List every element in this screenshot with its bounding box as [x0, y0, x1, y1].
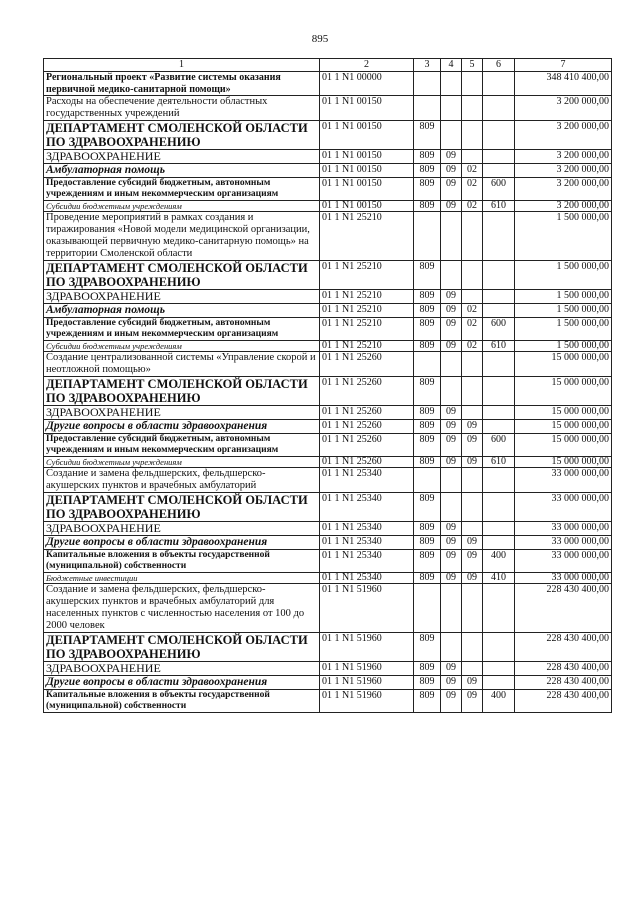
- amount: 33 000 000,00: [515, 468, 612, 493]
- table-row: [44, 406, 612, 420]
- subsection-code: 09: [462, 420, 483, 434]
- section-code: 09: [441, 676, 462, 690]
- table-row: [44, 573, 612, 584]
- subsection-code: [462, 377, 483, 406]
- subsection-code: [462, 522, 483, 536]
- subsection-code: [462, 96, 483, 121]
- target-article-code: 01 1 N1 25340: [320, 493, 414, 522]
- amount: 15 000 000,00: [515, 434, 612, 457]
- administrator-code: 809: [414, 573, 441, 584]
- table-row: [44, 341, 612, 352]
- section-code: 09: [441, 420, 462, 434]
- expense-type-code: [483, 72, 515, 96]
- expense-type-code: [483, 212, 515, 261]
- amount: 3 200 000,00: [515, 164, 612, 178]
- section-code: 09: [441, 536, 462, 550]
- target-article-code: 01 1 N1 00150: [320, 150, 414, 164]
- subsection-code: [462, 261, 483, 290]
- column-number: 3: [414, 59, 441, 72]
- expense-type-code: [483, 352, 515, 377]
- expense-type-code: [483, 522, 515, 536]
- administrator-code: 809: [414, 676, 441, 690]
- expense-type-code: [483, 96, 515, 121]
- subsection-code: 09: [462, 573, 483, 584]
- subsection-code: 02: [462, 201, 483, 212]
- amount: 15 000 000,00: [515, 352, 612, 377]
- expense-type-code: 610: [483, 201, 515, 212]
- expense-type-code: [483, 662, 515, 676]
- column-number: 6: [483, 59, 515, 72]
- target-article-code: 01 1 N1 25260: [320, 377, 414, 406]
- subsection-code: 02: [462, 341, 483, 352]
- administrator-code: 809: [414, 457, 441, 468]
- expense-type-code: [483, 164, 515, 178]
- table-row: [44, 377, 612, 406]
- amount: 3 200 000,00: [515, 201, 612, 212]
- section-code: [441, 352, 462, 377]
- amount: 228 430 400,00: [515, 662, 612, 676]
- expense-type-code: 610: [483, 341, 515, 352]
- row-name: Амбулаторная помощь: [44, 304, 320, 318]
- table-row: [44, 457, 612, 468]
- amount: 228 430 400,00: [515, 690, 612, 713]
- table-row: [44, 584, 612, 633]
- amount: 33 000 000,00: [515, 493, 612, 522]
- row-name: ЗДРАВООХРАНЕНИЕ: [44, 290, 320, 304]
- expense-type-code: [483, 676, 515, 690]
- target-article-code: 01 1 N1 25260: [320, 420, 414, 434]
- section-code: 09: [441, 201, 462, 212]
- expense-type-code: [483, 633, 515, 662]
- expense-type-code: 610: [483, 457, 515, 468]
- administrator-code: 809: [414, 178, 441, 201]
- row-name: Создание и замена фельдшерских, фельдшерско-акушерских пунктов и врачебных амбулаторий: [44, 468, 320, 493]
- administrator-code: 809: [414, 536, 441, 550]
- target-article-code: 01 1 N1 25340: [320, 468, 414, 493]
- row-name: Другие вопросы в области здравоохранения: [44, 420, 320, 434]
- section-code: [441, 261, 462, 290]
- expense-type-code: [483, 493, 515, 522]
- administrator-code: [414, 468, 441, 493]
- section-code: [441, 468, 462, 493]
- expense-type-code: 600: [483, 434, 515, 457]
- subsection-code: [462, 662, 483, 676]
- row-name: Предоставление субсидий бюджетным, автономным учреждениям и иным некоммерческим организациям: [44, 318, 320, 341]
- row-name: ЗДРАВООХРАНЕНИЕ: [44, 150, 320, 164]
- target-article-code: 01 1 N1 25260: [320, 434, 414, 457]
- section-code: 09: [441, 150, 462, 164]
- amount: 1 500 000,00: [515, 261, 612, 290]
- amount: 3 200 000,00: [515, 150, 612, 164]
- subsection-code: 09: [462, 457, 483, 468]
- administrator-code: [414, 96, 441, 121]
- target-article-code: 01 1 N1 51960: [320, 690, 414, 713]
- subsection-code: [462, 468, 483, 493]
- subsection-code: [462, 352, 483, 377]
- target-article-code: 01 1 N1 25210: [320, 318, 414, 341]
- section-code: 09: [441, 434, 462, 457]
- subsection-code: 02: [462, 318, 483, 341]
- target-article-code: 01 1 N1 00000: [320, 72, 414, 96]
- expense-type-code: 410: [483, 573, 515, 584]
- table-row: [44, 121, 612, 150]
- target-article-code: 01 1 N1 51960: [320, 662, 414, 676]
- amount: 15 000 000,00: [515, 457, 612, 468]
- expense-type-code: [483, 584, 515, 633]
- expense-type-code: [483, 290, 515, 304]
- subsection-code: [462, 493, 483, 522]
- amount: 33 000 000,00: [515, 550, 612, 573]
- subsection-code: 09: [462, 434, 483, 457]
- section-code: [441, 633, 462, 662]
- table-row: [44, 201, 612, 212]
- administrator-code: 809: [414, 662, 441, 676]
- table-row: [44, 536, 612, 550]
- table-row: [44, 420, 612, 434]
- row-name: Другие вопросы в области здравоохранения: [44, 676, 320, 690]
- table-row: [44, 550, 612, 573]
- table-row: [44, 304, 612, 318]
- column-number: 7: [515, 59, 612, 72]
- row-name: ДЕПАРТАМЕНТ СМОЛЕНСКОЙ ОБЛАСТИ ПО ЗДРАВООХРАНЕНИЮ: [44, 633, 320, 662]
- subsection-code: [462, 584, 483, 633]
- subsection-code: [462, 150, 483, 164]
- amount: 33 000 000,00: [515, 573, 612, 584]
- row-name: Расходы на обеспечение деятельности областных государственных учреждений: [44, 96, 320, 121]
- administrator-code: 809: [414, 633, 441, 662]
- row-name: ДЕПАРТАМЕНТ СМОЛЕНСКОЙ ОБЛАСТИ ПО ЗДРАВООХРАНЕНИЮ: [44, 377, 320, 406]
- column-number: 2: [320, 59, 414, 72]
- administrator-code: [414, 352, 441, 377]
- administrator-code: 809: [414, 201, 441, 212]
- amount: 15 000 000,00: [515, 420, 612, 434]
- administrator-code: 809: [414, 304, 441, 318]
- amount: 228 430 400,00: [515, 633, 612, 662]
- subsection-code: 02: [462, 164, 483, 178]
- table-row: [44, 72, 612, 96]
- target-article-code: 01 1 N1 25260: [320, 406, 414, 420]
- amount: 33 000 000,00: [515, 536, 612, 550]
- expense-type-code: [483, 261, 515, 290]
- table-row: [44, 633, 612, 662]
- target-article-code: 01 1 N1 25210: [320, 212, 414, 261]
- expense-type-code: 400: [483, 690, 515, 713]
- section-code: [441, 212, 462, 261]
- row-name: Капитальные вложения в объекты государственной (муниципальной) собственности: [44, 690, 320, 713]
- administrator-code: 809: [414, 150, 441, 164]
- amount: 348 410 400,00: [515, 72, 612, 96]
- amount: 15 000 000,00: [515, 377, 612, 406]
- amount: 1 500 000,00: [515, 212, 612, 261]
- amount: 228 430 400,00: [515, 676, 612, 690]
- subsection-code: 09: [462, 550, 483, 573]
- expense-type-code: [483, 121, 515, 150]
- amount: 1 500 000,00: [515, 341, 612, 352]
- administrator-code: 809: [414, 290, 441, 304]
- section-code: 09: [441, 178, 462, 201]
- table-row: [44, 178, 612, 201]
- amount: 1 500 000,00: [515, 304, 612, 318]
- row-name: ДЕПАРТАМЕНТ СМОЛЕНСКОЙ ОБЛАСТИ ПО ЗДРАВООХРАНЕНИЮ: [44, 121, 320, 150]
- table-row: [44, 352, 612, 377]
- row-name: Создание централизованной системы «Управление скорой и неотложной помощью»: [44, 352, 320, 377]
- section-code: [441, 493, 462, 522]
- section-code: 09: [441, 318, 462, 341]
- table-row: [44, 522, 612, 536]
- row-name: Амбулаторная помощь: [44, 164, 320, 178]
- row-name: Субсидии бюджетным учреждениям: [44, 457, 320, 468]
- row-name: Региональный проект «Развитие системы оказания первичной медико-санитарной помощи»: [44, 72, 320, 96]
- section-code: 09: [441, 341, 462, 352]
- row-name: Создание и замена фельдшерских, фельдшерско-акушерских пунктов и врачебных амбулаторий для населенных пунктов с численностью населения от 100 до 2000 человек: [44, 584, 320, 633]
- section-code: 09: [441, 522, 462, 536]
- administrator-code: 809: [414, 261, 441, 290]
- expense-type-code: [483, 420, 515, 434]
- target-article-code: 01 1 N1 25210: [320, 341, 414, 352]
- expense-type-code: [483, 304, 515, 318]
- row-name: Предоставление субсидий бюджетным, автономным учреждениям и иным некоммерческим организациям: [44, 178, 320, 201]
- row-name: ДЕПАРТАМЕНТ СМОЛЕНСКОЙ ОБЛАСТИ ПО ЗДРАВООХРАНЕНИЮ: [44, 261, 320, 290]
- amount: 1 500 000,00: [515, 290, 612, 304]
- section-code: [441, 72, 462, 96]
- table-row: [44, 468, 612, 493]
- administrator-code: [414, 72, 441, 96]
- target-article-code: 01 1 N1 25340: [320, 522, 414, 536]
- target-article-code: 01 1 N1 51960: [320, 584, 414, 633]
- target-article-code: 01 1 N1 00150: [320, 121, 414, 150]
- target-article-code: 01 1 N1 25260: [320, 352, 414, 377]
- row-name: Другие вопросы в области здравоохранения: [44, 536, 320, 550]
- administrator-code: 809: [414, 522, 441, 536]
- section-code: 09: [441, 406, 462, 420]
- subsection-code: 09: [462, 536, 483, 550]
- target-article-code: 01 1 N1 25210: [320, 261, 414, 290]
- expense-type-code: [483, 536, 515, 550]
- row-name: Проведение мероприятий в рамках создания и тиражирования «Новой модели медицинской организации, оказывающей первичную медико-санитарную помощь» на территории Смоленской области: [44, 212, 320, 261]
- administrator-code: 809: [414, 493, 441, 522]
- subsection-code: [462, 212, 483, 261]
- expense-type-code: 600: [483, 318, 515, 341]
- subsection-code: 09: [462, 690, 483, 713]
- table-row: [44, 261, 612, 290]
- table-row: [44, 290, 612, 304]
- row-name: ЗДРАВООХРАНЕНИЕ: [44, 662, 320, 676]
- expense-type-code: [483, 377, 515, 406]
- administrator-code: 809: [414, 420, 441, 434]
- section-code: 09: [441, 573, 462, 584]
- section-code: 09: [441, 164, 462, 178]
- administrator-code: [414, 212, 441, 261]
- subsection-code: 02: [462, 178, 483, 201]
- target-article-code: 01 1 N1 25210: [320, 304, 414, 318]
- column-number: 1: [44, 59, 320, 72]
- table-row: [44, 676, 612, 690]
- expense-type-code: [483, 150, 515, 164]
- administrator-code: 809: [414, 690, 441, 713]
- page-number: 895: [311, 33, 329, 45]
- row-name: ЗДРАВООХРАНЕНИЕ: [44, 522, 320, 536]
- row-name: ДЕПАРТАМЕНТ СМОЛЕНСКОЙ ОБЛАСТИ ПО ЗДРАВООХРАНЕНИЮ: [44, 493, 320, 522]
- row-name: ЗДРАВООХРАНЕНИЕ: [44, 406, 320, 420]
- subsection-code: 09: [462, 676, 483, 690]
- row-name: Предоставление субсидий бюджетным, автономным учреждениям и иным некоммерческим организациям: [44, 434, 320, 457]
- amount: 15 000 000,00: [515, 406, 612, 420]
- amount: 228 430 400,00: [515, 584, 612, 633]
- section-code: [441, 584, 462, 633]
- expense-type-code: 400: [483, 550, 515, 573]
- expense-type-code: [483, 468, 515, 493]
- amount: 1 500 000,00: [515, 318, 612, 341]
- subsection-code: [462, 290, 483, 304]
- amount: 3 200 000,00: [515, 96, 612, 121]
- table-row: [44, 690, 612, 713]
- section-code: [441, 121, 462, 150]
- table-row: [44, 164, 612, 178]
- table-row: [44, 318, 612, 341]
- administrator-code: 809: [414, 434, 441, 457]
- row-name: Субсидии бюджетным учреждениям: [44, 201, 320, 212]
- table-row: [44, 493, 612, 522]
- amount: 3 200 000,00: [515, 178, 612, 201]
- administrator-code: 809: [414, 341, 441, 352]
- target-article-code: 01 1 N1 25340: [320, 550, 414, 573]
- target-article-code: 01 1 N1 00150: [320, 164, 414, 178]
- row-name: Бюджетные инвестиции: [44, 573, 320, 584]
- budget-table: [43, 58, 612, 713]
- subsection-code: [462, 121, 483, 150]
- target-article-code: 01 1 N1 00150: [320, 178, 414, 201]
- administrator-code: [414, 584, 441, 633]
- administrator-code: 809: [414, 318, 441, 341]
- target-article-code: 01 1 N1 25340: [320, 536, 414, 550]
- subsection-code: [462, 72, 483, 96]
- row-name: Субсидии бюджетным учреждениям: [44, 341, 320, 352]
- column-number: 4: [441, 59, 462, 72]
- section-code: [441, 377, 462, 406]
- table-row: [44, 434, 612, 457]
- subsection-code: 02: [462, 304, 483, 318]
- table-row: [44, 150, 612, 164]
- section-code: 09: [441, 304, 462, 318]
- expense-type-code: 600: [483, 178, 515, 201]
- administrator-code: 809: [414, 377, 441, 406]
- target-article-code: 01 1 N1 51960: [320, 633, 414, 662]
- target-article-code: 01 1 N1 25210: [320, 290, 414, 304]
- table-row: [44, 662, 612, 676]
- target-article-code: 01 1 N1 00150: [320, 96, 414, 121]
- section-code: 09: [441, 662, 462, 676]
- target-article-code: 01 1 N1 25260: [320, 457, 414, 468]
- target-article-code: 01 1 N1 51960: [320, 676, 414, 690]
- column-number-row: [44, 59, 612, 72]
- administrator-code: 809: [414, 164, 441, 178]
- table-row: [44, 96, 612, 121]
- administrator-code: 809: [414, 406, 441, 420]
- administrator-code: 809: [414, 550, 441, 573]
- section-code: 09: [441, 690, 462, 713]
- target-article-code: 01 1 N1 00150: [320, 201, 414, 212]
- expense-type-code: [483, 406, 515, 420]
- section-code: 09: [441, 290, 462, 304]
- section-code: [441, 96, 462, 121]
- column-number: 5: [462, 59, 483, 72]
- row-name: Капитальные вложения в объекты государственной (муниципальной) собственности: [44, 550, 320, 573]
- administrator-code: 809: [414, 121, 441, 150]
- section-code: 09: [441, 550, 462, 573]
- table-row: [44, 212, 612, 261]
- subsection-code: [462, 633, 483, 662]
- subsection-code: [462, 406, 483, 420]
- section-code: 09: [441, 457, 462, 468]
- amount: 3 200 000,00: [515, 121, 612, 150]
- target-article-code: 01 1 N1 25340: [320, 573, 414, 584]
- amount: 33 000 000,00: [515, 522, 612, 536]
